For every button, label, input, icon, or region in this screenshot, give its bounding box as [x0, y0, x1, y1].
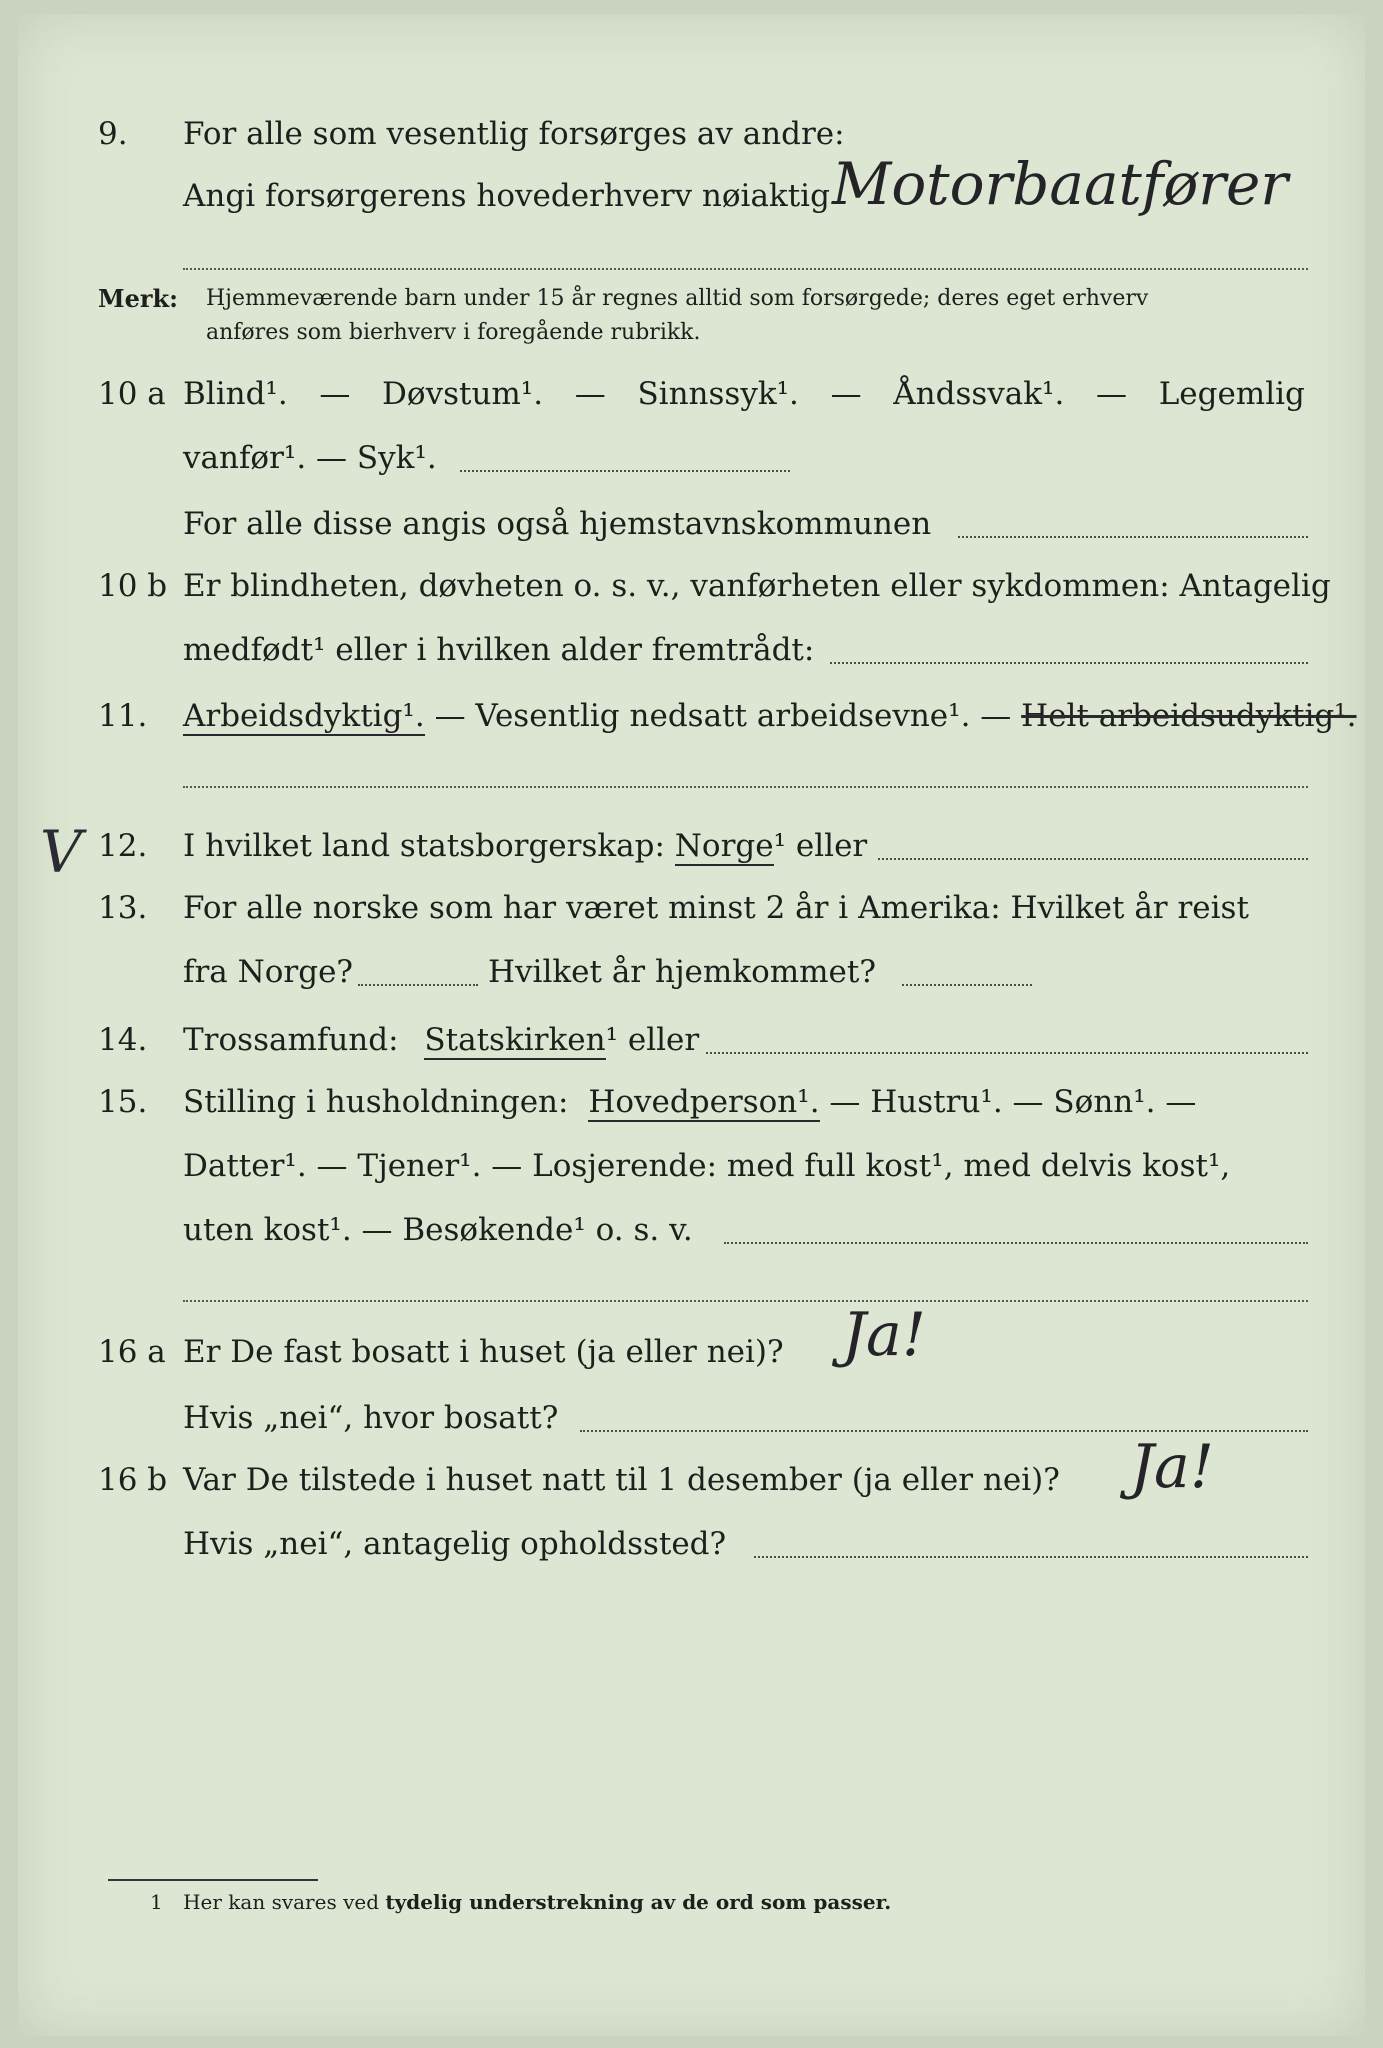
- q10a-line1: [0, 370, 1383, 418]
- q10a-option: Legemlig: [1158, 376, 1305, 412]
- q10b-number: 10 b: [98, 568, 168, 604]
- q15-question: Stilling i husholdningen:: [183, 1084, 569, 1120]
- q13-year-left-field: [358, 954, 478, 986]
- footnote-mark: 1: [150, 1890, 163, 1914]
- q11-options: [183, 692, 1357, 740]
- q10a-text-3: For alle disse angis også hjemstavnskommunen: [183, 506, 932, 542]
- q12-line: [0, 822, 1383, 870]
- q10a-text-2: vanfør¹. — Syk¹.: [183, 440, 437, 476]
- q10a-option: Sinnssyk¹.: [637, 376, 799, 412]
- q10b-answer-field: [830, 632, 1308, 664]
- q13-number: 13.: [98, 890, 148, 926]
- q12-checkmark: V: [40, 818, 82, 886]
- q9-number: 9.: [98, 116, 128, 152]
- q16b-question-2: Hvis „nei“, antagelig opholdssted?: [183, 1526, 727, 1562]
- q10b-line2: [0, 626, 1383, 674]
- q15-answer-rule: [183, 1300, 1308, 1302]
- q13-text-2a: fra Norge?: [183, 954, 354, 990]
- q12-choice-norge: Norge: [674, 828, 774, 864]
- q12-number: 12.: [98, 828, 148, 864]
- q14-number: 14.: [98, 1022, 148, 1058]
- q14-after: ¹ eller: [605, 1022, 700, 1058]
- q11-number: 11.: [98, 698, 148, 734]
- q15-options-1: — Hustru¹. — Sønn¹. —: [829, 1084, 1197, 1120]
- footnote-text-bold: tydelig understrekning av de ord som passer.: [385, 1890, 892, 1914]
- q15-line3: [0, 1206, 1383, 1254]
- q16b-question: Var De tilstede i huset natt til 1 desember (ja eller nei)?: [183, 1462, 1060, 1498]
- q9-answer-rule: [183, 268, 1308, 270]
- q12-question: I hvilket land statsborgerskap:: [183, 828, 665, 864]
- q16b-handwritten-answer: Ja!: [1130, 1432, 1214, 1502]
- q10a-answer-field: [460, 440, 790, 472]
- q16a-line1: [0, 1328, 1383, 1376]
- q14-answer-field: [706, 1022, 1308, 1054]
- q16a-handwritten-answer: Ja!: [842, 1300, 926, 1370]
- q9-handwritten-answer: Motorbaatfører: [832, 150, 1289, 218]
- q16a-question-2: Hvis „nei“, hvor bosatt?: [183, 1400, 559, 1436]
- q14-line: [0, 1016, 1383, 1064]
- q15-number: 15.: [98, 1084, 148, 1120]
- q10a-dash: —: [830, 376, 862, 412]
- q15-line2: [0, 1142, 1383, 1190]
- q15-answer-field: [724, 1212, 1308, 1244]
- q12-answer-field: [878, 828, 1308, 860]
- q16a-question: Er De fast bosatt i huset (ja eller nei)?: [183, 1334, 784, 1370]
- q13-text-1: For alle norske som har været minst 2 år i Amerika: Hvilket år reist: [183, 890, 1249, 926]
- q16b-answer-field: [754, 1526, 1308, 1558]
- q15-options-2: Datter¹. — Tjener¹. — Losjerende: med full kost¹, med delvis kost¹,: [183, 1148, 1231, 1184]
- footnote: [150, 1888, 891, 1916]
- q16b-number: 16 b: [98, 1462, 168, 1498]
- q11-option-nedsatt: — Vesentlig nedsatt arbeidsevne¹. —: [434, 698, 1012, 734]
- merk-text-2: anføres som bierhverv i foregående rubrikk.: [206, 320, 701, 345]
- q13-text-2b: Hvilket år hjemkommet?: [488, 954, 876, 990]
- q13-line1: [0, 884, 1383, 932]
- q10a-dash: —: [574, 376, 606, 412]
- q10a-option: Åndssvak¹.: [893, 376, 1065, 412]
- q10a-option: Blind¹.: [183, 376, 288, 412]
- q10b-text-1: Er blindheten, døvheten o. s. v., vanførheten eller sykdommen: Antagelig: [183, 568, 1331, 604]
- q11-answer-rule: [183, 786, 1308, 788]
- q14-question: Trossamfund:: [183, 1022, 399, 1058]
- q11-option-udyktig: Helt arbeidsudyktig¹.: [1021, 698, 1357, 734]
- q9-question-2: Angi forsørgerens hovederhverv nøiaktig: [183, 178, 830, 214]
- merk-label: Merk:: [98, 284, 178, 313]
- q13-line2: [0, 948, 1383, 996]
- q10a-options: [183, 370, 1305, 418]
- q14-choice-statskirken: Statskirken: [424, 1022, 606, 1058]
- q9-question: For alle som vesentlig forsørges av andre:: [183, 116, 845, 152]
- q12-after: ¹ eller: [773, 828, 868, 864]
- q16a-answer-field: [580, 1400, 1308, 1432]
- q15-line1: [0, 1078, 1383, 1126]
- q10a-number: 10 a: [98, 376, 166, 412]
- q13-year-returned-field: [902, 954, 1032, 986]
- q10a-dash: —: [319, 376, 351, 412]
- q16b-line2: [0, 1520, 1383, 1568]
- footnote-rule: [108, 1879, 318, 1881]
- q10b-line1: [0, 562, 1383, 610]
- q11-option-arbeidsdyktig: Arbeidsdyktig¹.: [183, 698, 425, 734]
- q15-choice-hovedperson: Hovedperson¹.: [588, 1084, 820, 1120]
- q10a-dash: —: [1096, 376, 1128, 412]
- q11-line: [0, 692, 1383, 740]
- q16a-number: 16 a: [98, 1334, 166, 1370]
- q10a-hometown-field: [958, 506, 1308, 538]
- q10a-line3: [0, 500, 1383, 548]
- merk-text-1: Hjemmeværende barn under 15 år regnes alltid som forsørgede; deres eget erhverv: [206, 286, 1149, 311]
- footnote-text: Her kan svares ved: [183, 1890, 380, 1914]
- q15-options-3: uten kost¹. — Besøkende¹ o. s. v.: [183, 1212, 693, 1248]
- q10a-option: Døvstum¹.: [382, 376, 544, 412]
- q10b-text-2: medfødt¹ eller i hvilken alder fremtrådt:: [183, 632, 815, 668]
- q10a-line2: [0, 434, 1383, 482]
